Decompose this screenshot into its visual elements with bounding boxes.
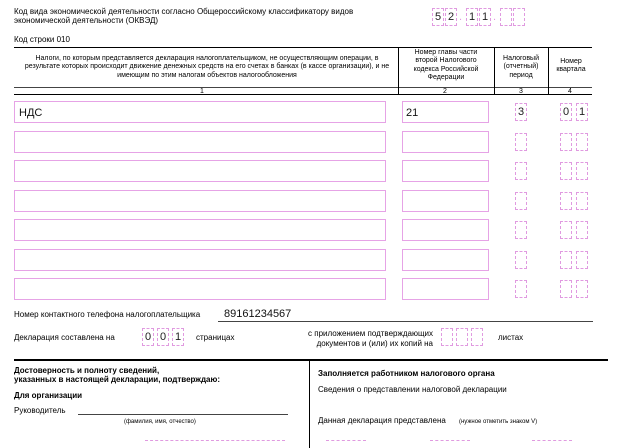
tax-office-title: Заполняется работником налогового органа [318, 369, 495, 378]
okved-digit-cell[interactable]: 5 [432, 8, 444, 26]
quarter-cell[interactable] [576, 251, 588, 269]
tax-name-value: НДС [19, 107, 43, 119]
col4-header: Номер квартала [556, 58, 586, 74]
confirm-title-line2: указанных в настоящей декларации, подтверждаю: [14, 375, 221, 384]
pages-label: Декларация составлена на [14, 333, 115, 342]
attach-digit-cell[interactable] [441, 328, 453, 346]
col1-header: Налоги, по которым представляется декларация налогоплательщиком, не осуществляющим операции, в результате которых происходит движение денежных средств на его счетах в банках (в кассе организации), и не имеющим по этим налогам объектов налогообложения [24, 55, 390, 79]
okved-label-line2: экономической деятельности (ОКВЭД) [14, 16, 159, 25]
submitted-hint: (нужное отметить знаком V) [459, 419, 538, 425]
chapter-field[interactable] [402, 219, 489, 241]
tax-name-field[interactable] [14, 131, 386, 153]
tax-name-field[interactable] [14, 101, 386, 123]
quarter-cell[interactable] [576, 162, 588, 180]
pages-digit-cell[interactable]: 0 [142, 328, 154, 346]
chapter-field[interactable] [402, 160, 489, 182]
tax-name-field[interactable] [14, 278, 386, 300]
quarter-cell[interactable] [560, 251, 572, 269]
period-cell[interactable] [515, 251, 527, 269]
head-label: Руководитель [14, 406, 66, 415]
tax-name-field[interactable] [14, 160, 386, 182]
period-cell[interactable] [515, 192, 527, 210]
quarter-cell[interactable]: 1 [576, 103, 588, 121]
phone-label: Номер контактного телефона налогоплательщика [14, 310, 201, 319]
section-divider [14, 359, 608, 361]
chapter-value: 21 [406, 107, 419, 119]
quarter-cell[interactable] [576, 192, 588, 210]
okved-digit-cell[interactable]: 1 [466, 8, 478, 26]
okved-label-line1: Код вида экономической деятельности согласно Общероссийскому классификатору видов [14, 7, 354, 16]
phone-value[interactable]: 89161234567 [224, 308, 292, 320]
quarter-cell[interactable] [576, 221, 588, 239]
quarter-cell[interactable] [560, 192, 572, 210]
col-number-1: 1 [200, 88, 204, 95]
chapter-field[interactable] [402, 131, 489, 153]
okved-digit-cell[interactable]: 2 [445, 8, 457, 26]
attach-label-line1: с приложением подтверждающих [308, 329, 433, 338]
col2-header: Номер главы части второй Налогового кодекса Российской Федерации [413, 49, 479, 81]
tax-name-field[interactable] [14, 190, 386, 212]
quarter-cell[interactable] [576, 280, 588, 298]
tax-name-field[interactable] [14, 219, 386, 241]
okved-digit-cell[interactable]: 1 [479, 8, 491, 26]
attach-digit-cell[interactable] [471, 328, 483, 346]
period-cell[interactable] [515, 133, 527, 151]
period-cell[interactable]: 3 [515, 103, 527, 121]
attach-label-line2: документов и (или) их копий на [316, 339, 433, 348]
pages-digit-cell[interactable]: 0 [157, 328, 169, 346]
okved-digit-cell[interactable] [500, 8, 512, 26]
confirm-title-line1: Достоверность и полноту сведений, [14, 366, 160, 375]
org-label: Для организации [14, 391, 83, 400]
attach-suffix: листах [498, 333, 524, 342]
quarter-cell[interactable] [560, 133, 572, 151]
chapter-field[interactable] [402, 278, 489, 300]
col-number-4: 4 [568, 88, 572, 95]
pages-suffix: страницах [196, 333, 235, 342]
head-signature-line[interactable] [78, 414, 288, 415]
pages-digit-cell[interactable]: 1 [172, 328, 184, 346]
col-number-2: 2 [443, 88, 447, 95]
period-cell[interactable] [515, 280, 527, 298]
section-vertical-divider [309, 360, 310, 448]
row-code-label: Код строки 010 [14, 35, 70, 44]
chapter-field[interactable] [402, 190, 489, 212]
attach-digit-cell[interactable] [456, 328, 468, 346]
period-cell[interactable] [515, 162, 527, 180]
quarter-cell[interactable] [560, 162, 572, 180]
okved-separator: . [459, 11, 463, 23]
tax-name-field[interactable] [14, 249, 386, 271]
head-hint: (фамилия, имя, отчество) [124, 419, 196, 425]
quarter-cell[interactable] [560, 221, 572, 239]
col-number-3: 3 [519, 88, 523, 95]
chapter-field[interactable] [402, 101, 489, 123]
quarter-cell[interactable] [576, 133, 588, 151]
okved-digit-cell[interactable] [513, 8, 525, 26]
period-cell[interactable] [515, 221, 527, 239]
col3-header: Налоговый (отчетный) период [503, 55, 539, 79]
okved-separator: . [493, 11, 497, 23]
quarter-cell[interactable]: 0 [560, 103, 572, 121]
tax-office-info-label: Сведения о представлении налоговой декларации [318, 385, 507, 394]
chapter-field[interactable] [402, 249, 489, 271]
quarter-cell[interactable] [560, 280, 572, 298]
submitted-label: Данная декларация представлена [318, 416, 446, 425]
